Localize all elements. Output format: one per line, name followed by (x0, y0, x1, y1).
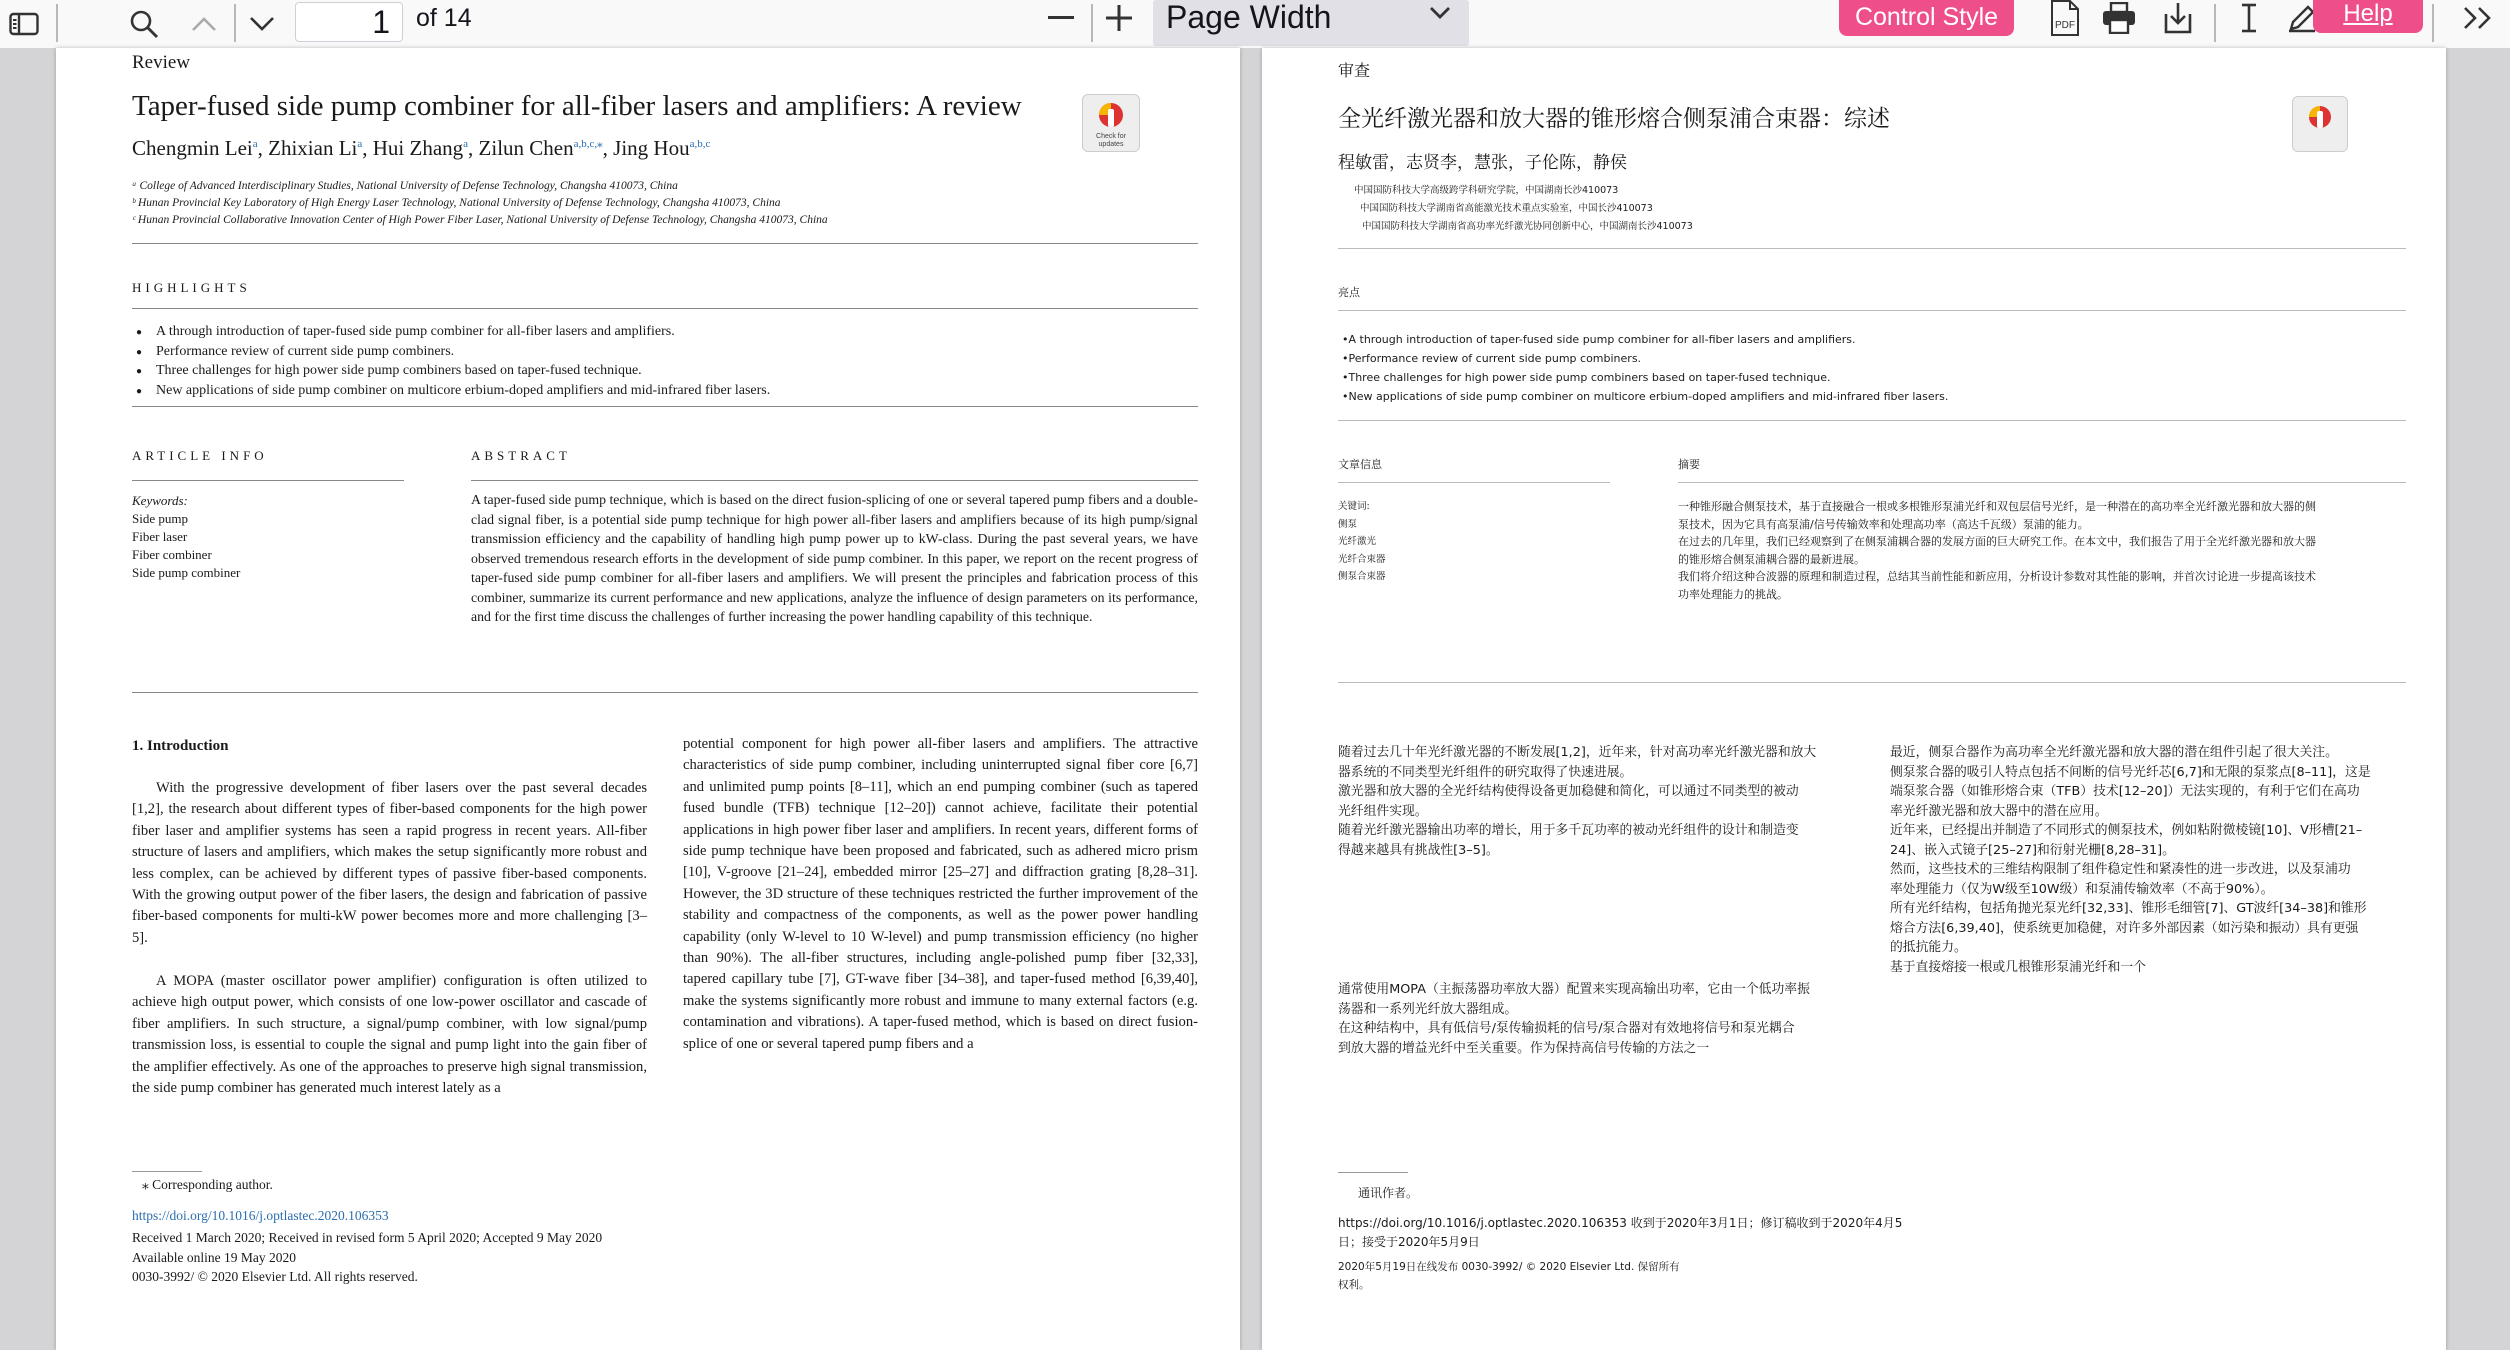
abstract-text: A taper-fused side pump technique, which is based on the direct fusion-splicing of one or several tapered pump fibers and a double-clad signal fiber, is a potential side pump technique for high power all-fiber lasers and amplifiers because of its high pump/signal transmission efficiency and the capability of handling high pump power up to kW-class. During the past several years, we have observed tremendous research efforts in the development of side pump combiner. In this paper, we report on the recent progress of taper-fused side pump combiner for all-fiber lasers and amplifiers. We will present the principles and fabrication process of this combiner, summarize its current performance and new applications, analyze the influence of design parameters on its performance, and for the first time discuss the challenges of further increasing the power handling capability of this technique. (471, 492, 1198, 624)
help-button[interactable]: Help (2313, 0, 2423, 33)
abstract-line: 在过去的几年里，我们已经观察到了在侧泵浦耦合器的发展方面的巨大研究工作。在本文中，我们报告了用于全光纤激光器和放大器 (1678, 535, 2316, 548)
keyword: 光纤激光 (1338, 536, 1377, 547)
intro-line: 到放大器的增益光纤中至关重要。作为保持高信号传输的方法之一 (1338, 1040, 1710, 1056)
highlights-heading: HIGHLIGHTS (132, 280, 251, 295)
affiliations (1338, 182, 1693, 236)
intro-line: 率光纤激光器和放大器中的潜在应用。 (1890, 803, 2108, 819)
highlights-list (132, 322, 770, 400)
affiliation: ᵃ College of Advanced Interdisciplinary Studies, National University of Defense Technology, Changsha 410073, China (132, 180, 678, 192)
author-affiliation-mark: a (463, 138, 469, 150)
abstract-line: 泵技术，因为它具有高泵浦/信号传输效率和处理高功率（高达千瓦级）泵浦的能力。 (1678, 517, 2089, 531)
keyword: 侧泵 (1338, 518, 1358, 530)
download-icon[interactable] (2158, 0, 2198, 42)
section-rule (1338, 310, 2406, 311)
page-number-input[interactable]: 1 (295, 2, 403, 42)
author-name[interactable]: Zhixian Li (268, 136, 358, 160)
more-tools-icon[interactable] (2458, 0, 2498, 42)
doi-line: 日；接受于2020年5月9日 (1338, 1235, 1480, 1249)
toolbar-divider (1091, 4, 1093, 42)
intro-paragraph: potential component for high power all-fiber lasers and amplifiers. The attractive characteristics of side pump combiner, including uninterrupted signal fiber core [6,7] and unlimited pump points [8–11], which an end pumping combiner (such as tapered fused bundle (TFB) technique [12–20]) cannot achieve, facilitate their potential applications in high power fiber laser and amplifiers. In recent years, different forms of side pump technique have been proposed and fabricated, such as adhered micro prism [10], V-groove [21–24], embedded mirror [25–27] and diffraction grating [8,28–31]. However, the 3D structure of these techniques restricted the further improvement of the stability and compactness of the components, as well as the power power handling capability (only W-level to 10 W-level) and pump transmission efficiency (no higher than 90%). The all-fiber structures, including angle-polished pump fiber [32,33], tapered capillary tube [7], GT-wave fiber [34–38], and taper-fused method [6,39,40], make the systems significantly more robust and immune to many external factors (e.g. contamination and vibrations). A taper-fused method, which is based on direct fusion-splice of one or several tapered pump fibers and a (683, 736, 1198, 1052)
print-icon[interactable] (2099, 0, 2139, 42)
intro-line: 最近，侧泵合器作为高功率全光纤激光器和放大器的潜在组件引起了很大关注。 (1890, 745, 2338, 760)
intro-line: 端泵浆合器（如锥形熔合束（TFB）技术[12–20]）无法实现的，有利于它们在高功 (1890, 784, 2360, 799)
intro-line: 所有光纤结构，包括角抛光泵光纤[32,33]、锥形毛细管[7]、GT波纤[34–38]和锥形 (1890, 901, 2367, 916)
online-date: Available online 19 May 2020 (132, 1249, 296, 1265)
section-rule (1338, 482, 1610, 483)
check-updates-icon (2293, 97, 2347, 151)
section-rule (1678, 482, 2406, 483)
check-for-updates-badge[interactable] (1082, 94, 1140, 152)
section-rule (471, 480, 1198, 481)
intro-line: 侧泵浆合器的吸引人特点包括不间断的信号光纤芯[6,7]和无限的泵浆点[8–11]，这是 (1890, 764, 2371, 780)
article-title: Taper-fused side pump combiner for all-fiber lasers and amplifiers: A review (132, 90, 1022, 122)
toolbar-divider (56, 4, 58, 42)
text-cursor-icon[interactable] (2232, 0, 2266, 42)
intro-line: 器系统的不同类型光纤组件的研究取得了快速进展。 (1338, 764, 1633, 780)
highlight-item: ● A through introduction of taper-fused side pump combiner for all-fiber lasers and amplifiers. (132, 322, 770, 342)
intro-line: 得越来越具有挑战性[3–5]。 (1338, 842, 1499, 858)
affiliation: ᵇ Hunan Provincial Key Laboratory of High Energy Laser Technology, National University of Defense Technology, Changsha 410073, China (132, 197, 781, 209)
intro-line: 通常使用MOPA（主振荡器功率放大器）配置来实现高输出功率，它由一个低功率振 (1338, 982, 1810, 997)
zoom-select[interactable] (1153, 0, 1469, 46)
keyword: Fiber combiner (132, 547, 212, 562)
article-info-heading: ARTICLE INFO (132, 448, 268, 463)
abstract-line: 功率处理能力的挑战。 (1678, 587, 1788, 601)
header-rule (1338, 248, 2406, 249)
author-affiliation-mark: a,b,c,⁎ (573, 138, 603, 150)
article-title: 全光纤激光器和放大器的锥形熔合侧泵浦合束器：综述 (1338, 106, 1890, 132)
keyword: Fiber laser (132, 529, 188, 544)
keyword: Side pump (132, 511, 188, 526)
next-page-icon[interactable] (244, 0, 280, 48)
intro-line: 激光器和放大器的全光纤结构使得设备更加稳健和简化，可以通过不同类型的被动 (1338, 784, 1799, 799)
intro-heading: 1. Introduction (132, 738, 229, 754)
intro-paragraph (1890, 743, 2371, 977)
author-affiliation-mark: a (252, 138, 258, 150)
highlight-item: •Three challenges for high power side pump combiners based on taper-fused technique. (1342, 371, 1831, 384)
intro-paragraph (1338, 743, 1816, 860)
affiliation: 中国国防科技大学高级跨学科研究学院，中国湖南长沙410073 (1354, 185, 1619, 196)
affiliation: 中国国防科技大学湖南省高功率光纤激光协同创新中心，中国湖南长沙410073 (1362, 221, 1693, 232)
intro-line: 的抵抗能力。 (1890, 940, 1967, 955)
abstract-text (1678, 498, 2316, 603)
section-rule (132, 308, 1198, 309)
highlight-item: ● New applications of side pump combiner on multicore erbium-doped amplifiers and mid-infrared fiber lasers. (132, 381, 770, 401)
highlight-item: •New applications of side pump combiner on multicore erbium-doped amplifiers and mid-infrared fiber lasers. (1342, 390, 1949, 403)
copyright-line: 0030-3992/ © 2020 Elsevier Ltd. All rights reserved. (132, 1269, 418, 1284)
section-rule (132, 406, 1198, 407)
zoom-select-value: Page Width (1166, 0, 1332, 35)
author-affiliation-mark: a (357, 138, 363, 150)
article-info-heading: 文章信息 (1338, 458, 1382, 471)
article-type: Review (132, 52, 191, 73)
abstract-line: 的锥形熔合侧泵浦耦合器的最新进展。 (1678, 552, 1865, 566)
received-dates: Received 1 March 2020; Received in revised form 5 April 2020; Accepted 9 May 2020 (132, 1230, 603, 1245)
intro-line: 24]、嵌入式镜子[25–27]和衍射光栅[8,28–31]。 (1890, 842, 2175, 858)
affiliation: 中国国防科技大学湖南省高能激光技术重点实验室，中国长沙410073 (1360, 203, 1653, 214)
affiliations (132, 178, 828, 229)
pdf-page-translation (1262, 48, 2446, 1350)
intro-line: 随着过去几十年光纤激光器的不断发展[1,2]，近年来，针对高功率光纤激光器和放大 (1338, 745, 1817, 760)
abstract-heading: 摘要 (1678, 458, 1700, 471)
previous-page-icon[interactable] (186, 0, 222, 48)
pdf-page-original (56, 48, 1240, 1350)
header-rule (132, 243, 1198, 244)
toolbar-divider (2214, 4, 2216, 42)
footnote-rule (1338, 1172, 1408, 1173)
affiliation: ᶜ Hunan Provincial Collaborative Innovation Center of High Power Fiber Laser, National University of Defense Technology, Changsha 410073, China (132, 214, 828, 226)
intro-paragraph: A MOPA (master oscillator power amplifier) configuration is often utilized to achieve high output power, which consists of one low-power oscillator and cascade of fiber amplifiers. In such structure, a signal/pump combiner, with low signal/pump transmission loss, is essential to couple the signal and pump light into the gain fiber of the amplifier effectively. As one of the approaches to preserve high signal transmission, the side pump combiner has generated much interest lately as a (132, 973, 647, 1097)
chevron-down-icon (1429, 6, 1451, 20)
check-updates-icon (1083, 95, 1139, 135)
author-list: Chengmin Lei$^a$, Zhixian Li$^a$, Hui Zhang$^a$, Zilun Chen$^{a,b,c,⁎}$, Jing Hou$^{a,b,c}$ (132, 136, 711, 160)
intro-paragraph: With the progressive development of fiber lasers over the past several decades [1,2], the research about different types of fiber-based components for the high power fiber laser and amplifier systems has seen a rapid progress in recent years. All-fiber structure of lasers and amplifiers, which makes the setup significantly more robust and less complex, can be achieved by different types of passive fiber-based components. With the growing output power of the fiber lasers, the design and fabrication of passive fiber-based components for multi-kW power becomes more and more challenging [3–5]. (132, 780, 647, 946)
doi-line[interactable]: https://doi.org/10.1016/j.optlastec.2020.106353 收到于2020年3月1日；修订稿收到于2020年4月5 (1338, 1216, 1903, 1230)
search-icon[interactable] (124, 0, 164, 48)
intro-line: 在这种结构中，具有低信号/泵传输损耗的信号/泵合器对有效地将信号和泵光耦合 (1338, 1021, 1795, 1036)
highlight-item: •A through introduction of taper-fused side pump combiner for all-fiber lasers and amplifiers. (1342, 333, 1856, 346)
author-affiliation-mark: a,b,c (689, 138, 711, 150)
highlights-list (1342, 330, 1948, 406)
highlight-item: ● Performance review of current side pump combiners. (132, 342, 770, 362)
svg-text:PDF: PDF (2055, 20, 2075, 31)
section-rule (1338, 682, 2406, 683)
page-count-label: of 14 (416, 4, 472, 32)
article-type: 审查 (1338, 61, 1371, 80)
section-rule (1338, 420, 2406, 421)
corresponding-author-note: 通讯作者。 (1358, 1186, 1419, 1200)
section-rule (132, 480, 404, 481)
abstract-line: 一种锥形融合侧泵技术，基于直接融合一根或多根锥形泵浦光纤和双包层信号光纤，是一种潜在的高功率全光纤激光器和放大器的侧 (1678, 500, 2316, 513)
author-name[interactable]: Chengmin Lei (132, 136, 253, 160)
corresponding-author-note: ⁎ Corresponding author. (142, 1177, 273, 1192)
keyword: 光纤合束器 (1338, 553, 1386, 565)
check-for-updates-badge[interactable] (2292, 96, 2348, 152)
publication-history (132, 1228, 602, 1287)
copyright-line: 权利。 (1338, 1279, 1370, 1291)
highlight-item: ● Three challenges for high power side pump combiners based on taper-fused technique. (132, 361, 770, 381)
abstract-line: 我们将介绍这种合波器的原理和制造过程，总结其当前性能和新应用，分析设计参数对其性能的影响，并首次讨论进一步提高该技术 (1678, 570, 2316, 583)
intro-line: 近年来，已经提出并制造了不同形式的侧泵技术，例如粘附微棱镜[10]、V形槽[21– (1890, 823, 2363, 838)
zoom-in-icon[interactable] (1100, 0, 1138, 42)
intro-line: 荡器和一系列光纤放大器组成。 (1338, 1001, 1518, 1017)
doi-block (1338, 1214, 1902, 1252)
section-rule (132, 692, 1198, 693)
keyword: 侧泵合束器 (1338, 571, 1386, 582)
intro-line: 随着光纤激光器输出功率的增长，用于多千瓦功率的被动光纤组件的设计和制造变 (1338, 823, 1799, 838)
abstract-heading: ABSTRACT (471, 448, 571, 463)
footnote-rule (132, 1171, 202, 1172)
keywords-label: 关键词: (1338, 501, 1370, 512)
author-name[interactable]: Jing Hou (613, 136, 690, 160)
author-list: 程敏雷，志贤李，慧张，子伦陈，静侯 (1338, 153, 1627, 173)
pdf-toolbar (0, 0, 2510, 48)
copyright-line: 2020年5月19日在线发布 0030-3992/ © 2020 Elsevier Ltd. 保留所有 (1338, 1261, 1680, 1273)
author-name[interactable]: Zilun Chen (478, 136, 574, 160)
intro-line: 然而，这些技术的三维结构限制了组件稳定性和紧凑性的进一步改进，以及泵浦功 (1890, 862, 2351, 877)
toolbar-divider (234, 4, 236, 42)
intro-line: 基于直接熔接一根或几根锥形泵浦光纤和一个 (1890, 959, 2146, 975)
highlight-item: •Performance review of current side pump combiners. (1342, 352, 1642, 365)
keywords-block (132, 492, 240, 582)
author-name[interactable]: Hui Zhang (372, 136, 464, 160)
zoom-out-icon[interactable] (1042, 0, 1080, 42)
keywords-label: Keywords: (132, 493, 188, 508)
intro-paragraph (1338, 980, 1810, 1058)
doi-link[interactable]: https://doi.org/10.1016/j.optlastec.2020.106353 (132, 1208, 389, 1223)
badge-label: Check for updates (1096, 133, 1126, 148)
copyright-block (1338, 1258, 1680, 1294)
control-style-button[interactable]: Control Style (1839, 0, 2014, 36)
intro-line: 熔合方法[6,39,40]，使系统更加稳健，对许多外部因素（如污染和振动）具有更强 (1890, 920, 2359, 936)
keywords-block (1338, 498, 1386, 586)
intro-line: 光纤组件实现。 (1338, 803, 1428, 819)
keyword: Side pump combiner (132, 565, 241, 580)
intro-line: 率处理能力（仅为W级至10W级）和泵浦传输效率（不高于90%）。 (1890, 881, 2274, 897)
sidebar-toggle-icon[interactable] (6, 0, 42, 48)
pdf-export-icon[interactable] (2044, 0, 2084, 36)
highlights-heading: 亮点 (1338, 286, 1360, 299)
toolbar-divider (2432, 4, 2434, 42)
